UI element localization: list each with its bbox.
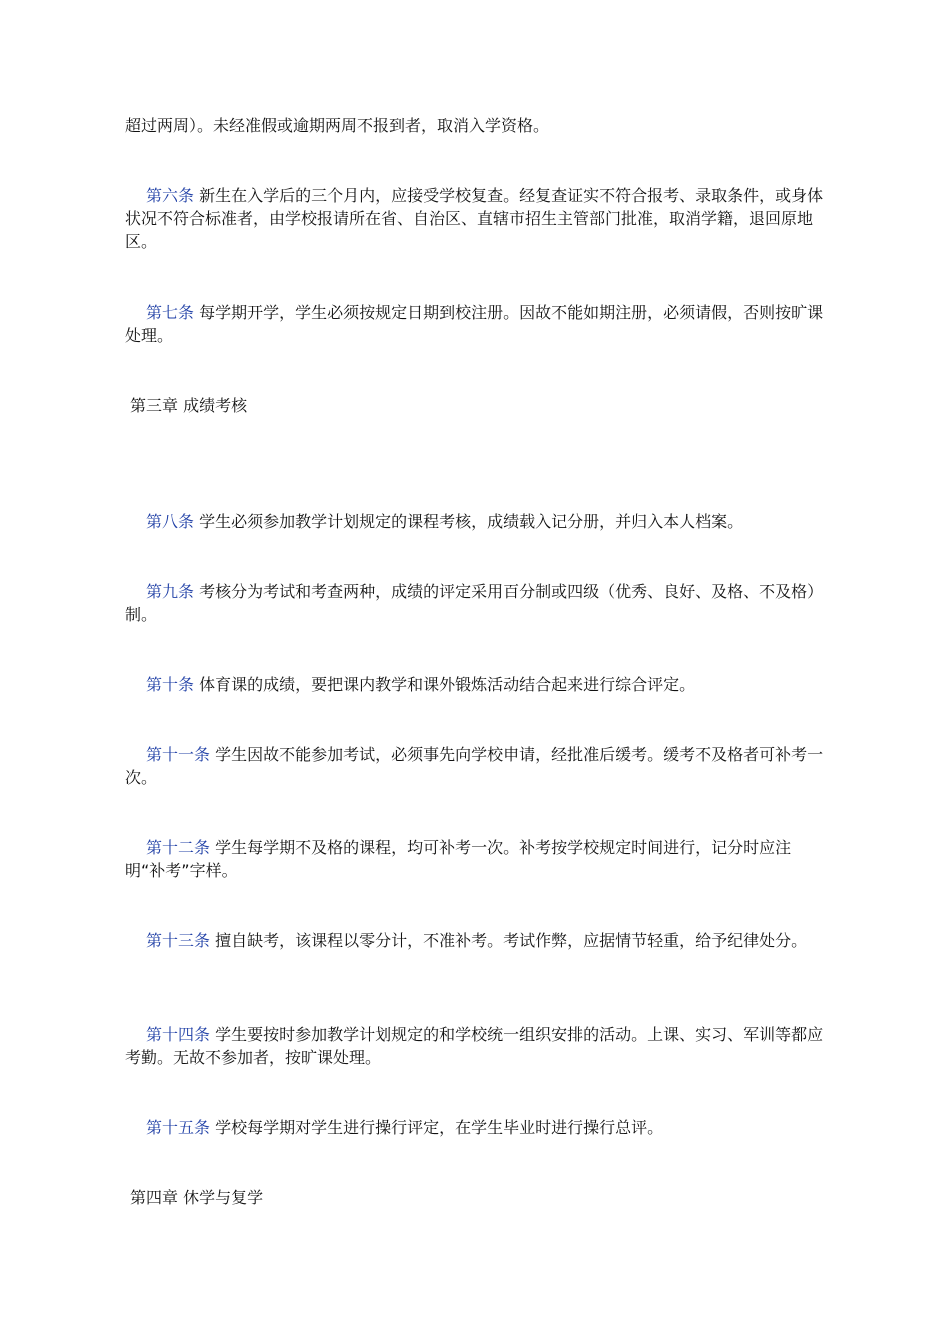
article-9-text: 考核分为考试和考查两种，成绩的评定采用百分制或四级（优秀、良好、及格、不及格）制。 [125,582,824,624]
article-8-text: 学生必须参加教学计划规定的课程考核，成绩载入记分册，并归入本人档案。 [194,512,744,531]
article-14-label: 第十四条 [146,1025,211,1044]
article-11-text: 学生因故不能参加考试，必须事先向学校申请，经批准后缓考。缓考不及格者可补考一次。 [125,745,824,787]
article-10-text: 体育课的成绩，要把课内教学和课外锻炼活动结合起来进行综合评定。 [194,675,696,694]
chapter-4-heading: 第四章 休学与复学 [130,1188,264,1207]
article-6-text: 新生在入学后的三个月内，应接受学校复查。经复查证实不符合报考、录取条件，或身体状况不符合标准者，由学校报请所在省、自治区、直辖市招生主管部门批准，取消学籍，退回原地区。 [125,186,824,251]
article-10-label: 第十条 [146,675,195,694]
article-9-label: 第九条 [146,582,195,601]
article-8-label: 第八条 [146,512,195,531]
article-7-text: 每学期开学，学生必须按规定日期到校注册。因故不能如期注册，必须请假，否则按旷课处理。 [125,303,824,345]
continuation-text: 超过两周）。未经准假或逾期两周不报到者，取消入学资格。 [125,116,550,135]
article-7-label: 第七条 [146,303,195,322]
article-13-text: 擅自缺考，该课程以零分计，不准补考。考试作弊，应据情节轻重，给予纪律处分。 [210,931,808,950]
article-12 [125,836,830,882]
article-14 [125,1023,830,1069]
article-10 [125,673,830,696]
article-13-label: 第十三条 [146,931,211,950]
article-15 [125,1116,830,1139]
article-12-text: 学生每学期不及格的课程，均可补考一次。补考按学校规定时间进行，记分时应注明“补考”字样。 [125,838,792,880]
article-14-text: 学生要按时参加教学计划规定的和学校统一组织安排的活动。上课、实习、军训等都应考勤。无故不参加者，按旷课处理。 [125,1025,824,1067]
article-15-text: 学校每学期对学生进行操行评定，在学生毕业时进行操行总评。 [210,1118,664,1137]
article-7 [125,301,830,347]
article-8 [125,510,830,533]
article-11 [125,743,830,789]
continuation-paragraph [125,114,830,137]
article-11-label: 第十一条 [146,745,211,764]
article-13 [125,929,830,952]
article-15-label: 第十五条 [146,1118,211,1137]
article-9 [125,580,830,626]
article-6-label: 第六条 [146,186,195,205]
article-12-label: 第十二条 [146,838,211,857]
article-6 [125,184,830,253]
chapter-3-heading: 第三章 成绩考核 [130,396,248,415]
